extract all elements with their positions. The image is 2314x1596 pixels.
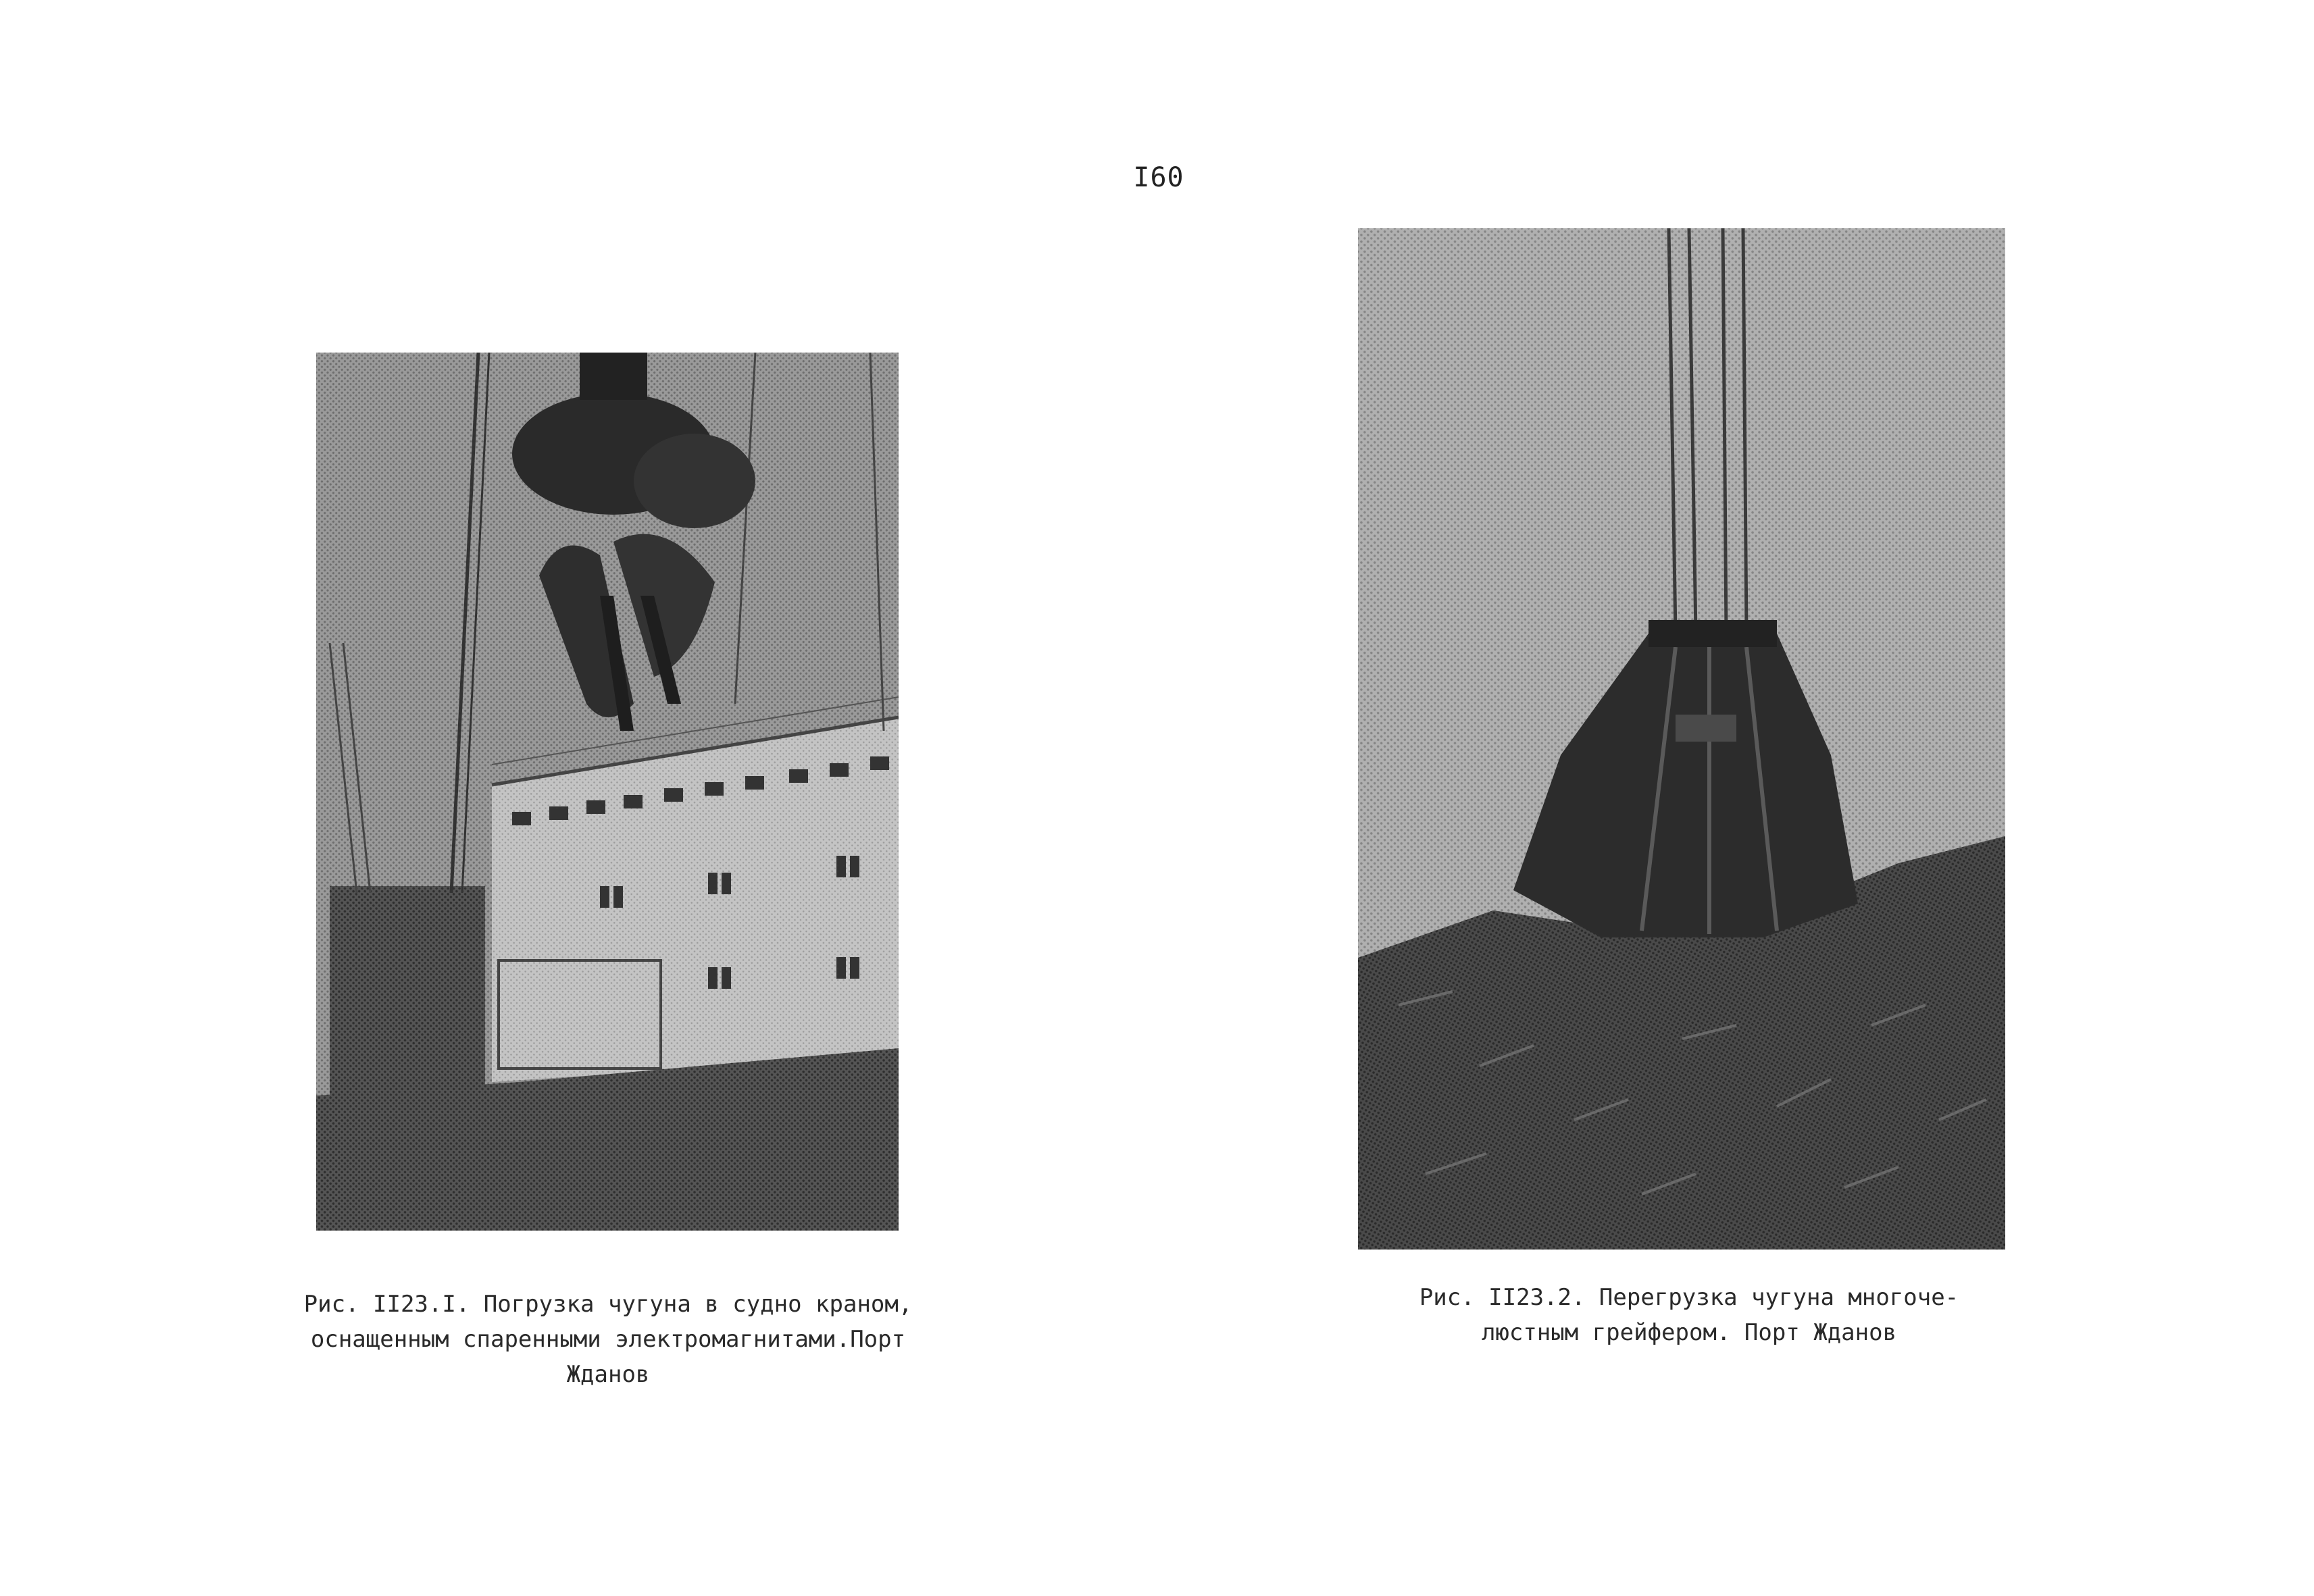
caption-line: Рис. II23.I. Погрузка чугуна в судно краном, xyxy=(303,1291,913,1318)
page-number: I60 xyxy=(1133,162,1184,193)
ship-crane-photo xyxy=(316,353,899,1231)
figure-1-caption xyxy=(284,1287,932,1392)
figure-2-caption xyxy=(1385,1280,1993,1350)
grab-photo xyxy=(1358,228,2005,1250)
figure-2-photo xyxy=(1358,228,2005,1250)
figure-1-photo xyxy=(316,353,899,1231)
caption-line: люстным грейфером. Порт Жданов xyxy=(1481,1319,1897,1346)
caption-line: Рис. II23.2. Перегрузка чугуна многоче- xyxy=(1419,1284,1959,1311)
caption-line: оснащенным спаренными электромагнитами.Порт xyxy=(310,1326,906,1353)
caption-line: Жданов xyxy=(566,1361,650,1388)
